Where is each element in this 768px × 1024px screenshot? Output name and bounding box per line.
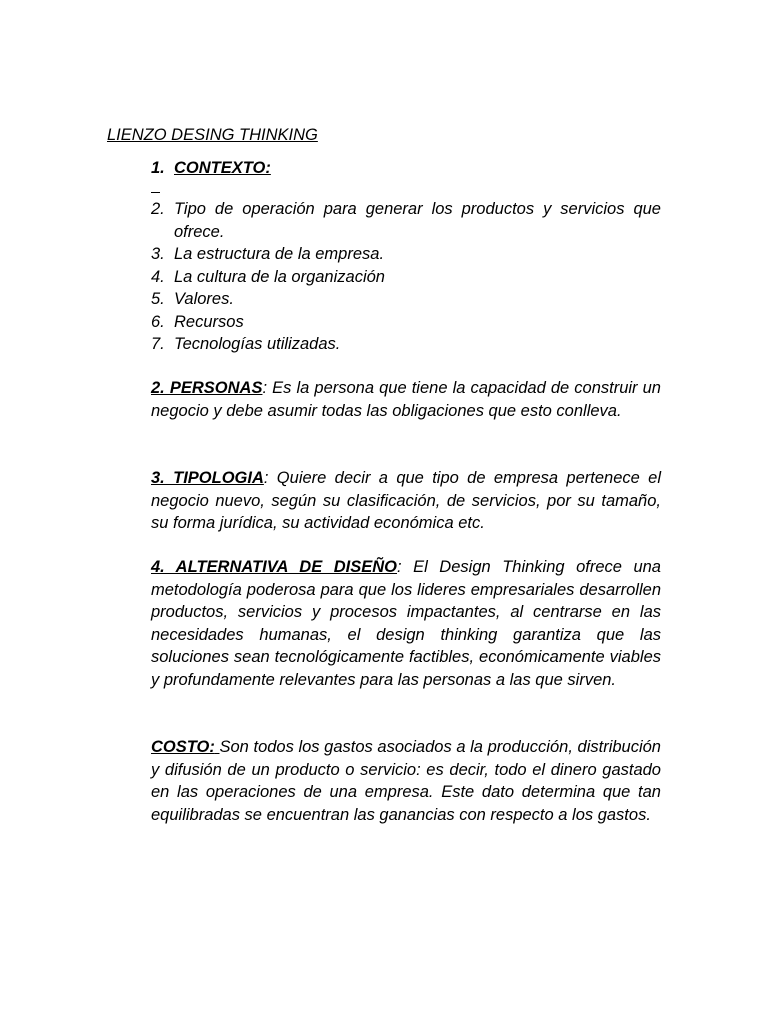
list-item-number: 7.	[151, 335, 165, 353]
list-item-number: 6.	[151, 312, 165, 331]
list-item	[151, 198, 661, 243]
list-item	[151, 266, 661, 289]
list-item-text: Recursos	[174, 312, 244, 331]
document-title: LIENZO DESING THINKING	[107, 126, 318, 144]
list-item-heading-contexto: CONTEXTO:	[174, 159, 271, 177]
section-alternativa	[151, 556, 661, 691]
section-body-costo: Son todos los gastos asociados a la producción, distribución y difusión de un producto o servicio: es decir, todo el dinero gastado en las operaciones de una empresa. Este dato determina que tan equilibradas se encuentran las ganancias con respecto a los gastos.	[151, 738, 661, 824]
context-list	[151, 157, 661, 180]
section-heading-tipologia: 3. TIPOLOGIA	[151, 469, 264, 487]
list-item-number: 5.	[151, 290, 165, 308]
list-item	[151, 157, 661, 180]
list-item	[151, 311, 661, 334]
section-costo	[151, 736, 661, 826]
list-item-number: 3.	[151, 245, 165, 263]
list-item-text: Valores.	[174, 290, 234, 308]
section-heading-personas: 2. PERSONAS	[151, 379, 263, 397]
section-personas	[151, 377, 661, 422]
list-item-number: 2.	[151, 200, 165, 218]
list-item-text: Tipo de operación para generar los productos y servicios que ofrece.	[174, 200, 661, 241]
list-item	[151, 333, 661, 356]
list-item-text: Tecnologías utilizadas.	[174, 335, 341, 353]
list-item	[151, 288, 661, 311]
section-body-personas: : Es la persona que tiene la capacidad de construir un negocio y debe asumir todas las obligaciones que esto conlleva.	[151, 379, 661, 420]
list-item-text: La estructura de la empresa.	[174, 245, 385, 263]
context-details-list	[151, 198, 661, 356]
list-item-number: 1.	[151, 159, 165, 177]
list-item	[151, 243, 661, 266]
section-heading-alternativa: 4. ALTERNATIVA DE DISEÑO	[151, 558, 398, 576]
list-item-text: La cultura de la organización	[174, 267, 385, 286]
list-item-number: 4.	[151, 267, 165, 286]
empty-underline-mark	[151, 180, 160, 193]
section-tipologia	[151, 467, 661, 535]
section-body-tipologia: : Quiere decir a que tipo de empresa pertenece el negocio nuevo, según su clasificación, de servicios, por su tamaño, su forma jurídica, su actividad económica etc.	[151, 469, 661, 532]
section-heading-costo: COSTO:	[151, 738, 215, 756]
section-body-alternativa: : El Design Thinking ofrece una metodología poderosa para que los lideres empresariales desarrollen productos, servicios y procesos impactantes, al centrarse en las necesidades humanas, el design thinking garantiza que las soluciones sean tecnológicamente factibles, económicamente viables y profundamente relevantes para las personas a las que sirven.	[151, 558, 661, 689]
